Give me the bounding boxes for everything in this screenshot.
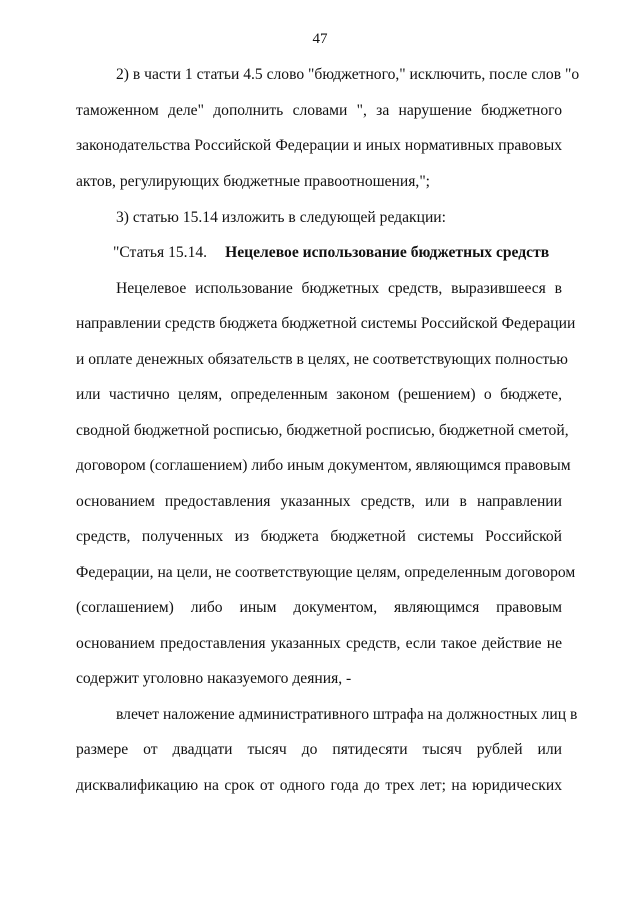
disposition-line: (соглашением) либо иным документом, являющимся правовым <box>76 599 562 616</box>
sanction-line: размере от двадцати тысяч до пятидесяти тысяч рублей или <box>76 741 562 758</box>
disposition-line: Нецелевое использование бюджетных средств, выразившееся в <box>116 280 562 297</box>
item3-line: 3) статью 15.14 изложить в следующей редакции: <box>116 209 446 226</box>
disposition-line: содержит уголовно наказуемого деяния, - <box>76 670 352 687</box>
item2-line: актов, регулирующих бюджетные правоотношения,"; <box>76 173 431 190</box>
item2-line: таможенном деле" дополнить словами ", за нарушение бюджетного <box>76 102 562 119</box>
article-heading <box>113 243 562 263</box>
disposition-line: направлении средств бюджета бюджетной системы Российской Федерации <box>76 315 576 332</box>
disposition-line: или частично целям, определенным законом (решением) о бюджете, <box>76 386 562 403</box>
item2-line: законодательства Российской Федерации и иных нормативных правовых <box>76 137 562 154</box>
disposition-line: сводной бюджетной росписью, бюджетной росписью, бюджетной сметой, <box>76 422 569 439</box>
article-title: Нецелевое использование бюджетных средств <box>225 244 550 261</box>
disposition-line: основанием предоставления указанных средств, или в направлении <box>76 493 562 510</box>
disposition-line: и оплате денежных обязательств в целях, не соответствующих полностью <box>76 351 568 368</box>
disposition-line: средств, полученных из бюджета бюджетной системы Российской <box>76 528 562 545</box>
article-number: "Статья 15.14. <box>113 244 208 261</box>
disposition-line: Федерации, на цели, не соответствующие целям, определенным договором <box>76 564 576 581</box>
item2-line: 2) в части 1 статьи 4.5 слово "бюджетного," исключить, после слов "о <box>116 66 580 83</box>
page-number: 47 <box>312 31 328 47</box>
sanction-line: дисквалификацию на срок от одного года до трех лет; на юридических <box>76 777 562 794</box>
sanction-line: влечет наложение административного штрафа на должностных лиц в <box>116 706 578 723</box>
disposition-line: основанием предоставления указанных средств, если такое действие не <box>76 635 562 652</box>
disposition-line: договором (соглашением) либо иным документом, являющимся правовым <box>76 457 571 474</box>
